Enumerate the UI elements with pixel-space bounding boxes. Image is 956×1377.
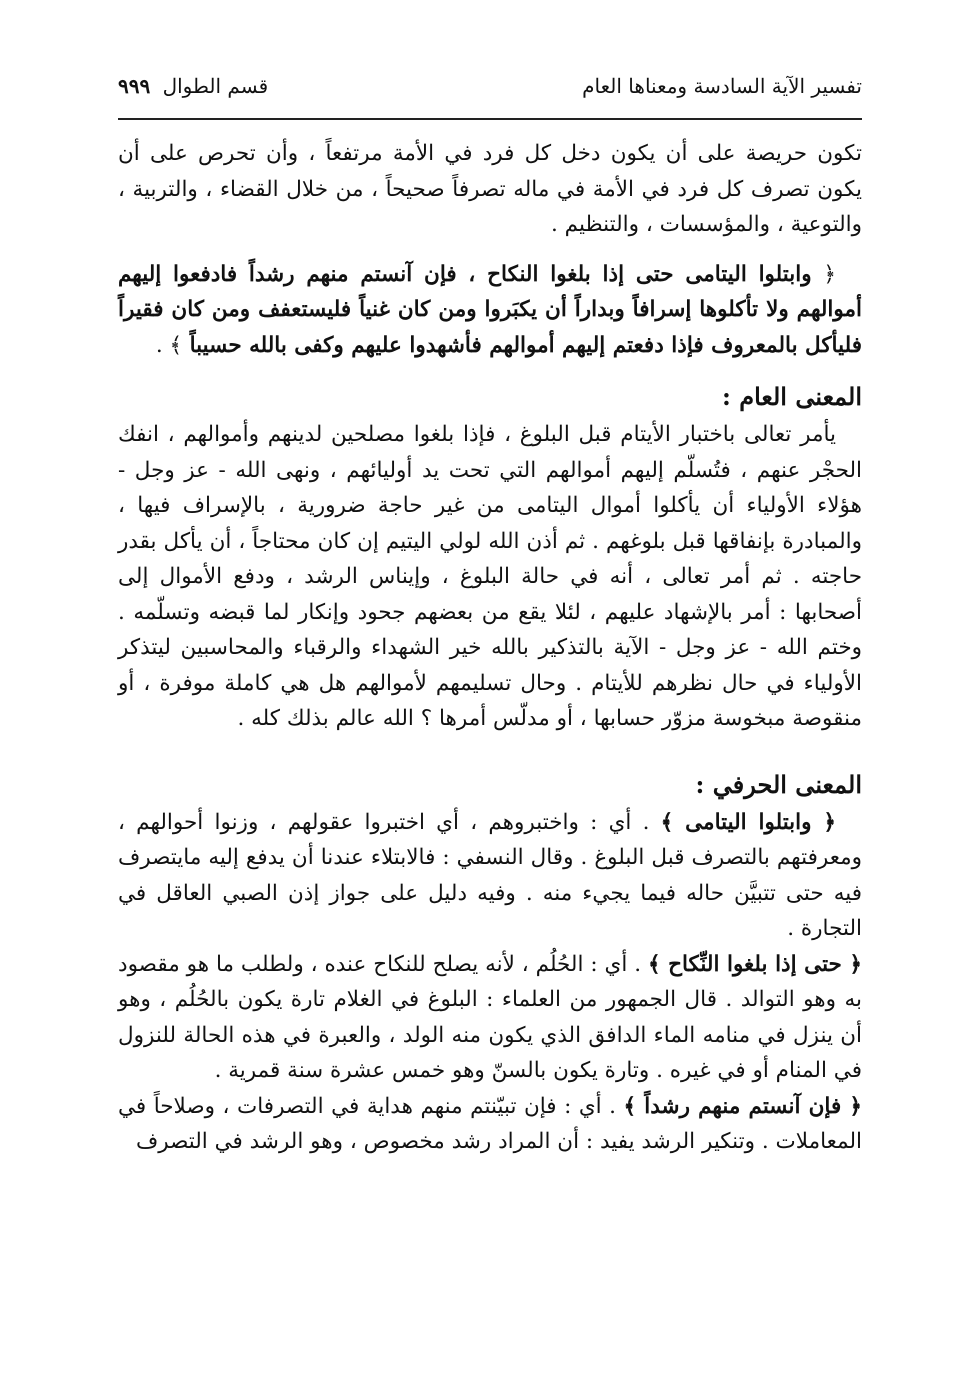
page-number: ٩٩٩ (118, 74, 151, 98)
literal-meaning-heading: المعنى الحرفي : (695, 769, 862, 799)
quoted-phrase: ﴿ حتى إذا بلغوا النِّكاح ﴾ (647, 951, 862, 977)
verse-open-bracket: ﴿ (823, 261, 836, 287)
page-body (118, 136, 862, 1160)
page-header (118, 66, 862, 106)
literal-paragraph (118, 1089, 862, 1160)
quran-verse (118, 257, 862, 364)
verse-text: وابتلوا اليتامى حتى إذا بلغوا النكاح ، فإن آنستم منهم رشداً فادفعوا إليهم أموالهم ولا تأكلوها إسرافاً وبداراً أن يكبَروا ومن كان غنياً فليستعفف ومن كان فقيراً فليأكل بالمعروف فإذا دفعتم إليهم أموالهم فأشهدوا عليهم وكفى بالله حسيباً (118, 261, 862, 358)
explanation-text: . أي : واختبروهم ، أي اختبروا عقولهم ، وزنوا أحوالهم ، ومعرفتهم بالتصرف قبل البلوغ . وقال النسفي : فالابتلاء عندنا أن يدفع إليه مايتصرف فيه حتى تتبيَّن حاله فيما يجيء منه . وفيه دليل على جواز إذن الصبي العاقل في التجارة . (118, 809, 862, 941)
explanation-text: . أي : فإن تبيّنتم منهم هداية في التصرفات ، وصلاحاً في المعاملات . وتنكير الرشد يفيد : أن المراد رشد مخصوص ، وهو الرشد في التصرف (118, 1093, 862, 1154)
general-meaning-text: يأمر تعالى باختبار الأيتام قبل البلوغ ، فإذا بلغوا مصلحين لدينهم وأموالهم ، انفك الحجْر عنهم ، فتُسلّم إليهم أموالهم التي تحت يد أوليائهم ، ونهى الله - عز وجل - هؤلاء الأولياء أن يأكلوا أموال اليتامى من غير حاجة ضرورية ، بالإسراف فيها ، والمبادرة بإنفاقها قبل بلوغهم . ثم أذن الله لولي اليتيم إن كان محتاجاً ، أن يأكل بقدر حاجته . ثم أمر تعالى ، أنه في حالة البلوغ ، وإيناس الرشد ، ودفع الأموال إلى أصحابها : أمر بالإشهاد عليهم ، لئلا يقع من بعضهم جحود وإنكار لما قبضه وتسلّمه . وختم الله - عز وجل - الآية بالتذكير بالله خير الشهداء والرقباء والمحاسبين ليتذكر الأولياء في حال نظرهم للأيتام . وحال تسليمهم لأموالهم هل هي كاملة موفرة ، أو منقوصة مبخوسة مزوّر حسابها ، أو مدلّس أمرها ؟ الله عالم بذلك كله . (118, 422, 862, 731)
verse-close-bracket: ﴾ . (155, 332, 183, 358)
header-divider (118, 118, 862, 120)
explanation-text: . أي : الحُلُم ، لأنه يصلح للنكاح عنده ، ولطلب ما هو مقصود به وهو التوالد . قال الجمهور من العلماء : البلوغ في الغلام تارة يكون بالحُلُم ، وهو أن ينزل في منامه الماء الدافق الذي يكون منه الولد ، والعبرة في هذه الحالة للنزول في المنام أو في غيره . وتارة يكون بالسنّ وهو خمس عشرة سنة قمرية . (118, 951, 862, 1083)
section-and-page (118, 74, 268, 98)
quoted-phrase: ﴿ وابتلوا اليتامى ﴾ (660, 809, 836, 835)
literal-paragraph (118, 947, 862, 1089)
literal-paragraph (118, 805, 862, 947)
book-page (118, 0, 862, 1377)
intro-paragraph: تكون حريصة على أن يكون دخل كل فرد في الأمة مرتفعاً ، وأن تحرص على أن يكون تصرف كل فرد في الأمة في ماله تصرفاً صحيحاً ، من خلال القضاء ، والتربية ، والتوعية ، والمؤسسات ، والتنظيم . (118, 141, 862, 237)
running-title: تفسير الآية السادسة ومعناها العام (582, 74, 862, 98)
quoted-phrase: ﴿ فإن آنستم منهم رشداً ﴾ (623, 1093, 862, 1119)
general-meaning-heading: المعنى العام : (722, 382, 862, 411)
section-name: قسم الطوال (162, 74, 269, 98)
